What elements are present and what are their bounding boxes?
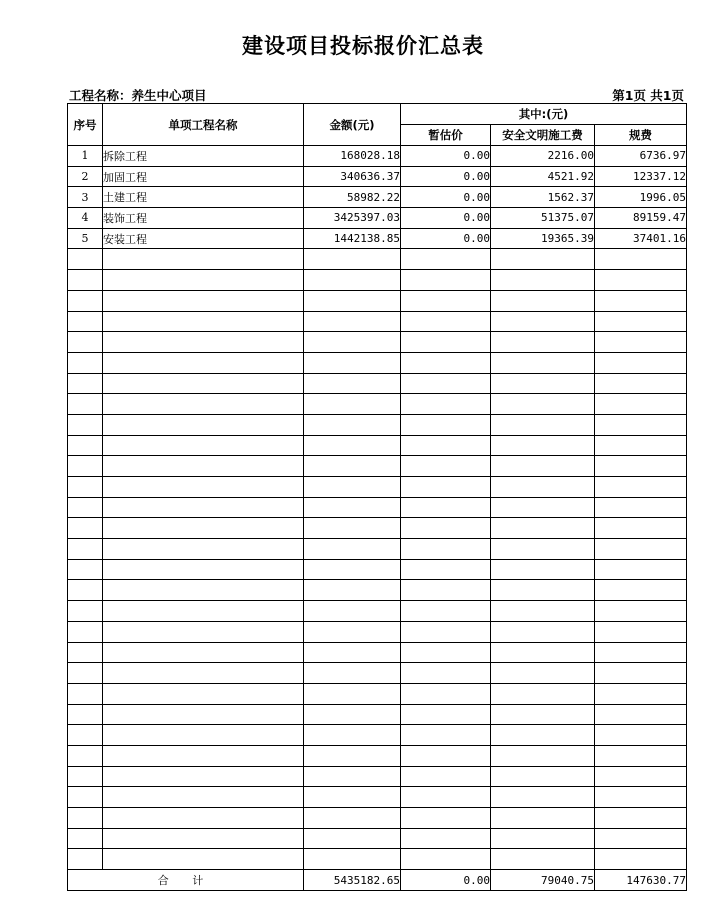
cell-amount: 3425397.03 xyxy=(304,208,401,229)
table-row xyxy=(68,166,687,187)
cell-amount: 58982.22 xyxy=(304,187,401,208)
cell-provisional: 0.00 xyxy=(401,228,491,249)
cell-provisional: 0.00 xyxy=(401,187,491,208)
empty-row xyxy=(68,497,687,518)
cell-name: 加固工程 xyxy=(103,166,304,187)
cell-safety: 4521.92 xyxy=(491,166,595,187)
empty-row xyxy=(68,249,687,270)
empty-row xyxy=(68,828,687,849)
empty-row xyxy=(68,394,687,415)
empty-row xyxy=(68,435,687,456)
cell-name: 土建工程 xyxy=(103,187,304,208)
cell-name: 装饰工程 xyxy=(103,208,304,229)
empty-row xyxy=(68,849,687,870)
cell-safety: 1562.37 xyxy=(491,187,595,208)
total-provisional: 0.00 xyxy=(401,870,491,891)
summary-table xyxy=(67,103,687,891)
cell-fees: 12337.12 xyxy=(595,166,687,187)
cell-fees: 1996.05 xyxy=(595,187,687,208)
cell-fees: 89159.47 xyxy=(595,208,687,229)
empty-row xyxy=(68,518,687,539)
empty-row xyxy=(68,601,687,622)
header-safety: 安全文明施工费 xyxy=(491,125,595,146)
empty-row xyxy=(68,270,687,291)
empty-row xyxy=(68,290,687,311)
header-provisional: 暂估价 xyxy=(401,125,491,146)
page-info: 第1页 共1页 xyxy=(612,88,684,103)
table-row xyxy=(68,146,687,167)
empty-row xyxy=(68,766,687,787)
empty-row xyxy=(68,787,687,808)
project-name: 工程名称：养生中心项目 xyxy=(69,88,207,103)
empty-row xyxy=(68,642,687,663)
empty-row xyxy=(68,725,687,746)
empty-row xyxy=(68,663,687,684)
header-name: 单项工程名称 xyxy=(103,104,304,146)
empty-row xyxy=(68,559,687,580)
cell-provisional: 0.00 xyxy=(401,146,491,167)
empty-row xyxy=(68,477,687,498)
cell-safety: 19365.39 xyxy=(491,228,595,249)
empty-row xyxy=(68,311,687,332)
empty-row xyxy=(68,683,687,704)
cell-index: 2 xyxy=(68,166,103,187)
cell-index: 5 xyxy=(68,228,103,249)
empty-row xyxy=(68,352,687,373)
cell-index: 3 xyxy=(68,187,103,208)
document-title: 建设项目投标报价汇总表 xyxy=(242,33,484,58)
empty-row xyxy=(68,808,687,829)
empty-row xyxy=(68,332,687,353)
cell-amount: 168028.18 xyxy=(304,146,401,167)
empty-row xyxy=(68,414,687,435)
empty-row xyxy=(68,704,687,725)
total-row xyxy=(68,870,687,891)
table-row xyxy=(68,228,687,249)
table-body xyxy=(68,146,687,891)
header-index: 序号 xyxy=(68,104,103,146)
total-label: 合 计 xyxy=(68,870,304,891)
header-amount: 金额(元) xyxy=(304,104,401,146)
empty-row xyxy=(68,580,687,601)
total-safety: 79040.75 xyxy=(491,870,595,891)
cell-safety: 51375.07 xyxy=(491,208,595,229)
cell-provisional: 0.00 xyxy=(401,208,491,229)
cell-fees: 6736.97 xyxy=(595,146,687,167)
total-fees: 147630.77 xyxy=(595,870,687,891)
header-group: 其中:(元) xyxy=(401,104,687,125)
table-row xyxy=(68,208,687,229)
cell-name: 拆除工程 xyxy=(103,146,304,167)
empty-row xyxy=(68,373,687,394)
empty-row xyxy=(68,745,687,766)
empty-row xyxy=(68,621,687,642)
table-row xyxy=(68,187,687,208)
cell-amount: 1442138.85 xyxy=(304,228,401,249)
cell-amount: 340636.37 xyxy=(304,166,401,187)
cell-fees: 37401.16 xyxy=(595,228,687,249)
total-amount: 5435182.65 xyxy=(304,870,401,891)
cell-safety: 2216.00 xyxy=(491,146,595,167)
cell-provisional: 0.00 xyxy=(401,166,491,187)
header-fees: 规费 xyxy=(595,125,687,146)
cell-index: 4 xyxy=(68,208,103,229)
empty-row xyxy=(68,539,687,560)
cell-index: 1 xyxy=(68,146,103,167)
empty-row xyxy=(68,456,687,477)
cell-name: 安装工程 xyxy=(103,228,304,249)
